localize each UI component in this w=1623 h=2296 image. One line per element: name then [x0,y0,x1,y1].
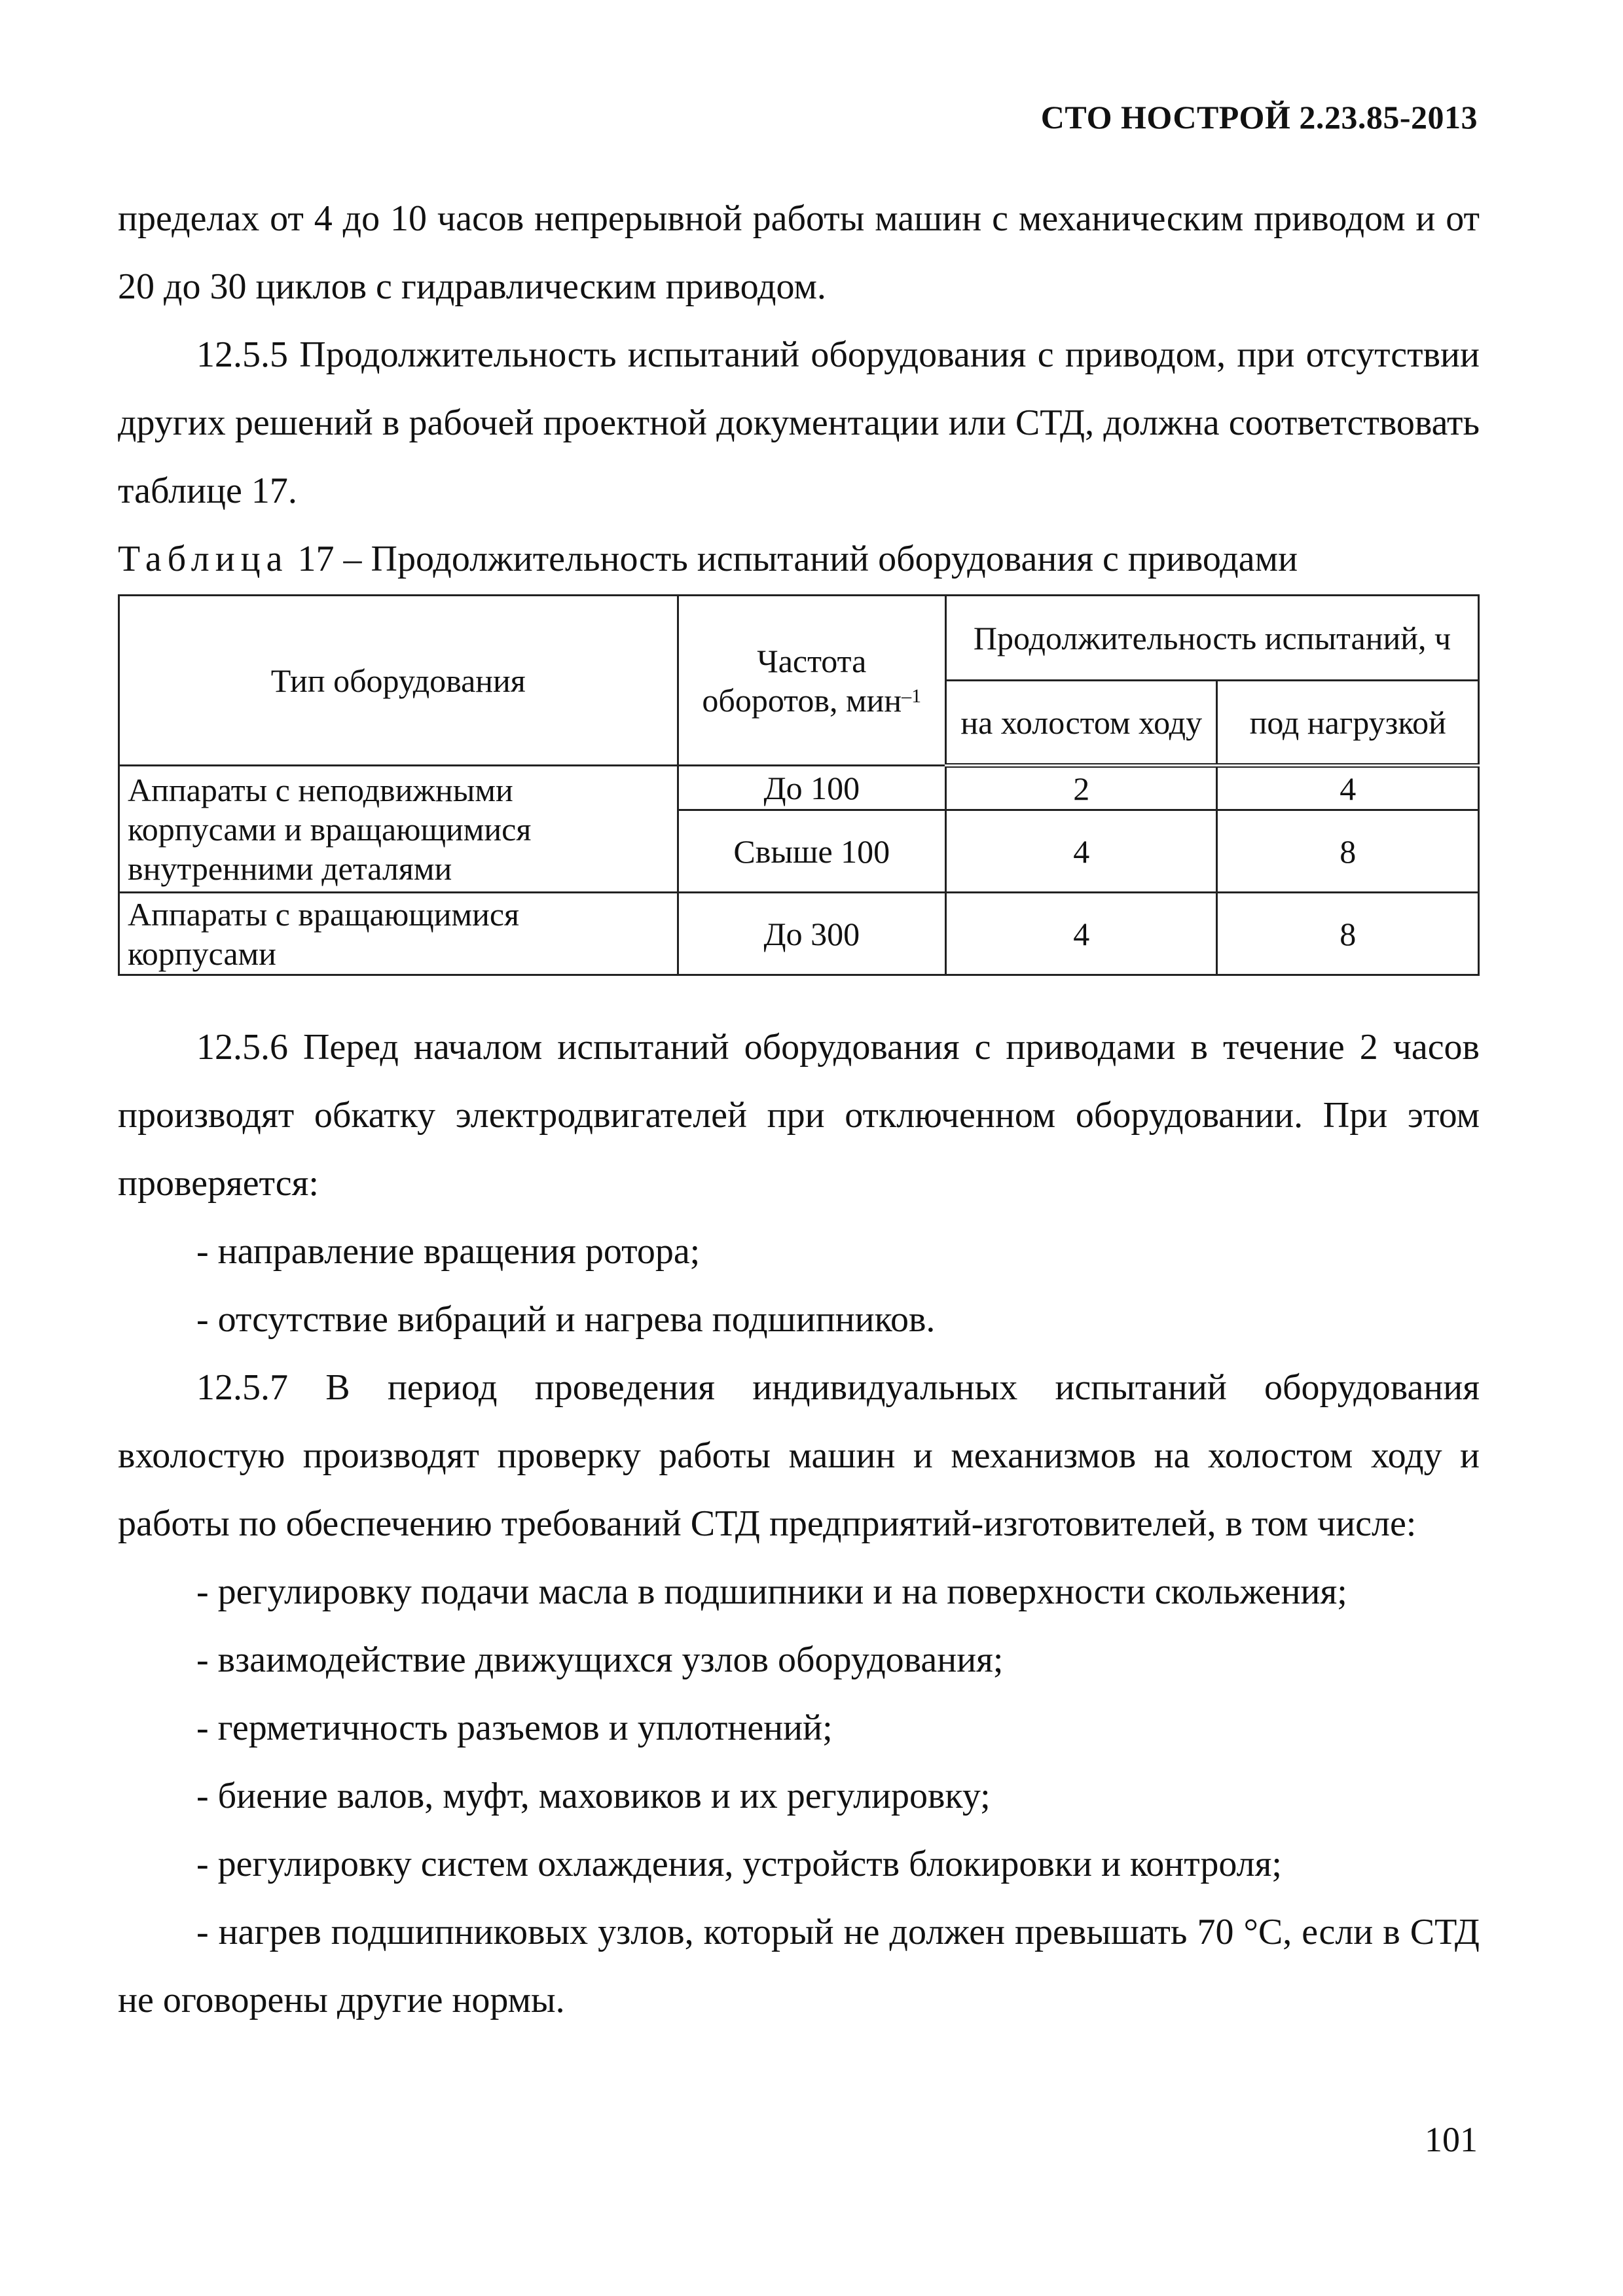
list-item-last: - нагрев подшипниковых узлов, который не должен превышать 70 °С, если в СТД не оговорены другие нормы. [118,1912,1480,2020]
cell-load: 8 [1217,810,1479,893]
text-block-bottom [118,1013,1480,2034]
list-item: - отсутствие вибраций и нагрева подшипников. [196,1299,936,1340]
cell-load: 4 [1217,766,1479,810]
list-item: - взаимодействие движущихся узлов оборудования; [196,1640,1004,1680]
list-item: - регулировку систем охлаждения, устройств блокировки и контроля; [196,1844,1282,1884]
list-item: - биение валов, муфт, маховиков и их регулировку; [196,1776,991,1816]
list-item: - герметичность разъемов и уплотнений; [196,1708,833,1748]
table-row [119,766,1479,810]
table-caption-label: Таблица [118,539,289,579]
paragraph-continuation: пределах от 4 до 10 часов непрерывной работы машин с механическим приводом и от 20 до 30 циклов с гидравлическим приводом. [118,198,1480,307]
list-item: - регулировку подачи масла в подшипники и на поверхности скольжения; [196,1571,1347,1612]
cell-idle: 4 [946,893,1217,975]
cell-idle: 2 [946,766,1217,810]
list-item: - направление вращения ротора; [196,1231,701,1272]
cell-idle: 4 [946,810,1217,893]
header-equipment-type: Тип оборудования [119,596,678,766]
header-idle-run: на холостом ходу [946,681,1217,766]
table-row [119,893,1479,975]
cell-speed: До 300 [678,893,945,975]
document-code-header: СТО НОСТРОЙ 2.23.85-2013 [1040,99,1478,135]
cell-speed: До 100 [678,766,945,810]
paragraph-12-5-6: 12.5.6 Перед началом испытаний оборудования с приводами в течение 2 часов производят обкатку электродвигателей при отключенном оборудовании. При этом проверяется: [118,1027,1480,1204]
duration-table [118,594,1480,976]
cell-equipment-type: Аппараты с вращающимися корпусами [119,893,678,975]
text-block-top [118,185,1480,593]
paragraph-12-5-7: 12.5.7 В период проведения индивидуальных испытаний оборудования вхолостую производят проверку работы машин и механизмов на холостом ходу и работы по обеспечению требований СТД предприятий-изготовителей, в том числе: [118,1367,1480,1544]
header-under-load: под нагрузкой [1217,681,1479,766]
header-rotation-speed: Частота оборотов, мин$^{-1}$ [678,596,945,766]
page-number: 101 [1425,2120,1478,2159]
superscript-minus-one: –1 [902,685,922,707]
cell-equipment-type: Аппараты с неподвижными корпусами и вращающимися внутренними деталями [119,766,678,893]
cell-speed: Свыше 100 [678,810,945,893]
table-caption-title: 17 – Продолжительность испытаний оборудования с приводами [288,539,1298,579]
header-test-duration: Продолжительность испытаний, ч [946,596,1479,681]
paragraph-12-5-5: 12.5.5 Продолжительность испытаний оборудования с приводом, при отсутствии других решений в рабочей проектной документации или СТД, должна соответствовать таблице 17. [118,334,1480,511]
table-header-row [119,596,1479,681]
table-caption [118,525,1480,593]
cell-load: 8 [1217,893,1479,975]
